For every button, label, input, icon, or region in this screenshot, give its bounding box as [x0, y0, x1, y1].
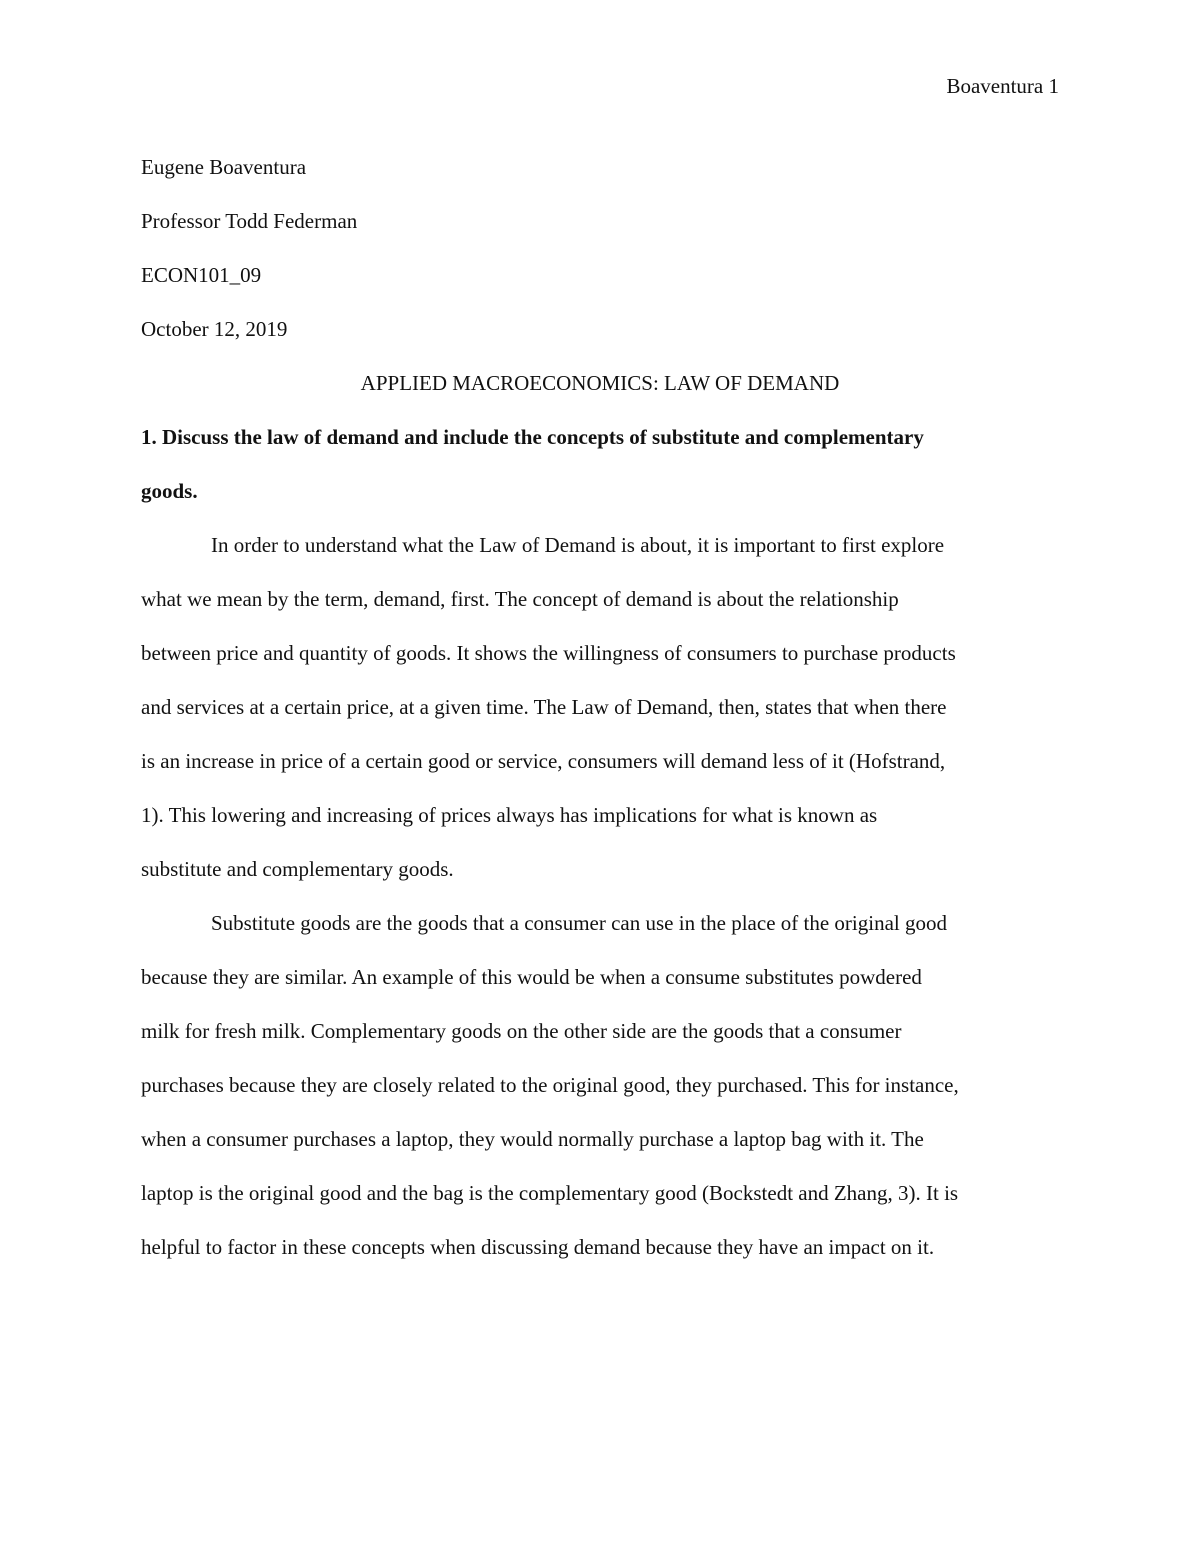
paragraph-line: milk for fresh milk. Complementary goods on the other side are the goods that a consumer	[141, 1019, 902, 1043]
question-line: 1. Discuss the law of demand and include the concepts of substitute and complementary	[141, 425, 924, 449]
paragraph-line: 1). This lowering and increasing of prices always has implications for what is known as	[141, 803, 878, 827]
paragraph-1	[141, 518, 1066, 896]
paragraph-line: what we mean by the term, demand, first. The concept of demand is about the relationship	[141, 587, 899, 611]
paragraph-line: and services at a certain price, at a given time. The Law of Demand, then, states that when there	[141, 695, 947, 719]
paragraph-line: because they are similar. An example of this would be when a consume substitutes powdered	[141, 965, 922, 989]
question-line: goods.	[141, 479, 198, 503]
professor-name: Professor Todd Federman	[141, 209, 358, 233]
document-body	[141, 140, 1066, 1274]
paragraph-line: between price and quantity of goods. It shows the willingness of consumers to purchase products	[141, 641, 956, 665]
document-date: October 12, 2019	[141, 317, 288, 341]
paragraph-2	[141, 896, 1066, 1274]
paragraph-line: Substitute goods are the goods that a consumer can use in the place of the original good	[211, 911, 947, 935]
paragraph-line: when a consumer purchases a laptop, they would normally purchase a laptop bag with it. The	[141, 1127, 924, 1151]
question-heading	[141, 410, 1066, 518]
author-name: Eugene Boaventura	[141, 155, 307, 179]
running-head: Boaventura 1	[946, 74, 1059, 98]
course-code: ECON101_09	[141, 263, 262, 287]
paragraph-line: In order to understand what the Law of Demand is about, it is important to first explore	[211, 533, 945, 557]
paragraph-line: helpful to factor in these concepts when discussing demand because they have an impact on it.	[141, 1235, 935, 1259]
paragraph-line: is an increase in price of a certain good or service, consumers will demand less of it (Hofstrand,	[141, 749, 946, 773]
document-title: APPLIED MACROECONOMICS: LAW OF DEMAND	[360, 371, 840, 395]
paragraph-line: purchases because they are closely related to the original good, they purchased. This for instance,	[141, 1073, 959, 1097]
paragraph-line: laptop is the original good and the bag is the complementary good (Bockstedt and Zhang, 3). It is	[141, 1181, 959, 1205]
paragraph-line: substitute and complementary goods.	[141, 857, 454, 881]
